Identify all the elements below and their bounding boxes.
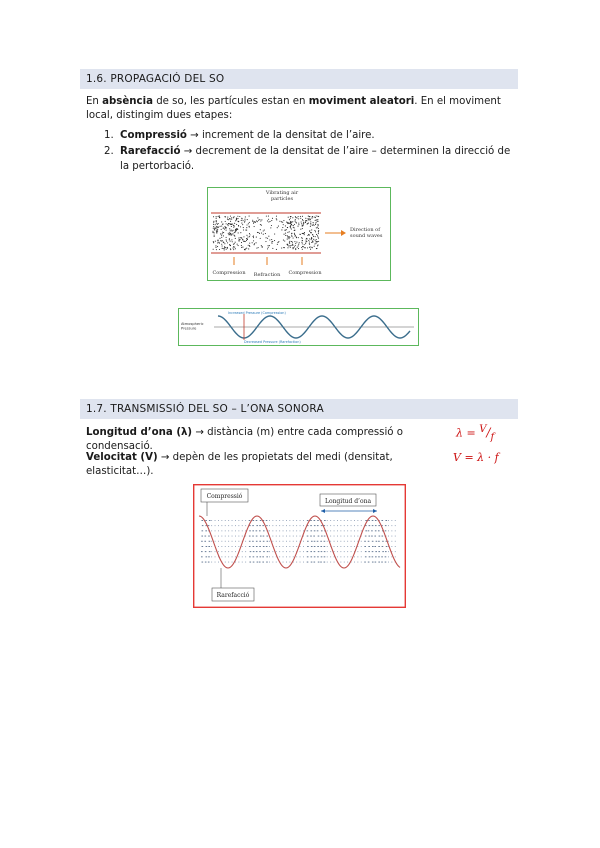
figure-pressure-wave	[178, 308, 419, 346]
formula-numerator: V	[479, 424, 487, 435]
list-item-rarefaccio	[104, 144, 518, 176]
label-vibrating: Vibrating air particles	[265, 190, 299, 202]
label-rarefaccio: Rarefacció	[216, 592, 250, 599]
formula-lhs: λ =	[456, 426, 480, 440]
intro-text: En	[86, 96, 103, 107]
label-direction: Direction of sound waves	[350, 227, 383, 239]
section-heading-transmissio	[80, 399, 518, 419]
particles-diagram	[207, 187, 391, 281]
label-decreased-pressure: Decreased Pressure (Rarefaction)	[244, 340, 301, 344]
intro-text: . En el moviment local, distingim dues etapes:	[86, 96, 501, 121]
section-title: 1.6. PROPAGACIÓ DEL SO	[86, 73, 225, 85]
formula-lambda	[456, 424, 494, 443]
list-term: Compressió	[120, 130, 187, 141]
label-atmospheric: Atmospheric Pressure	[181, 322, 204, 331]
line-longitud	[86, 426, 456, 454]
label-compression-2: Compression	[288, 270, 322, 276]
list-item-compressio	[104, 128, 518, 144]
formula-denominator: f	[490, 431, 495, 443]
line-text: → depèn de les propietats del medi (densitat, elasticitat…).	[86, 452, 393, 477]
list-text: → increment de la densitat de l’aire.	[186, 130, 375, 141]
intro-bold-absencia: absència	[102, 96, 153, 107]
term-longitud: Longitud d’ona (λ)	[86, 427, 193, 438]
label-longitud-ona: Longitud d’ona	[324, 498, 372, 505]
figure-particles	[207, 187, 391, 281]
label-increased-pressure: Increased Pressure (Compression)	[228, 311, 286, 315]
list-number: 1.	[104, 130, 114, 141]
formula-velocity: V = λ · f	[453, 451, 499, 464]
intro-paragraph	[86, 95, 518, 123]
line-velocitat	[86, 451, 456, 479]
list-term: Rarefacció	[120, 146, 181, 157]
list-text: → decrement de la densitat de l’aire – determinen la direcció de la pertorbació.	[120, 146, 511, 172]
intro-bold-moviment: moviment aleatori	[308, 96, 415, 107]
section-heading-propagacio	[80, 69, 518, 89]
sound-wave-diagram	[193, 484, 406, 608]
term-velocitat: Velocitat (V)	[86, 452, 158, 463]
list-number: 2.	[104, 146, 114, 157]
label-compressio: Compressió	[206, 493, 243, 500]
label-compression-1: Compression	[212, 270, 246, 276]
figure-sound-wave	[193, 484, 406, 608]
intro-text: de so, les partícules estan en	[152, 96, 309, 107]
line-text: → distància (m) entre cada compressió o condensació.	[86, 427, 404, 452]
pressure-wave-diagram	[178, 308, 419, 346]
label-refraction: Refraction	[253, 272, 281, 278]
section-title: 1.7. TRANSMISSIÓ DEL SO – L’ONA SONORA	[86, 403, 324, 415]
formula-slash: /	[486, 425, 491, 440]
